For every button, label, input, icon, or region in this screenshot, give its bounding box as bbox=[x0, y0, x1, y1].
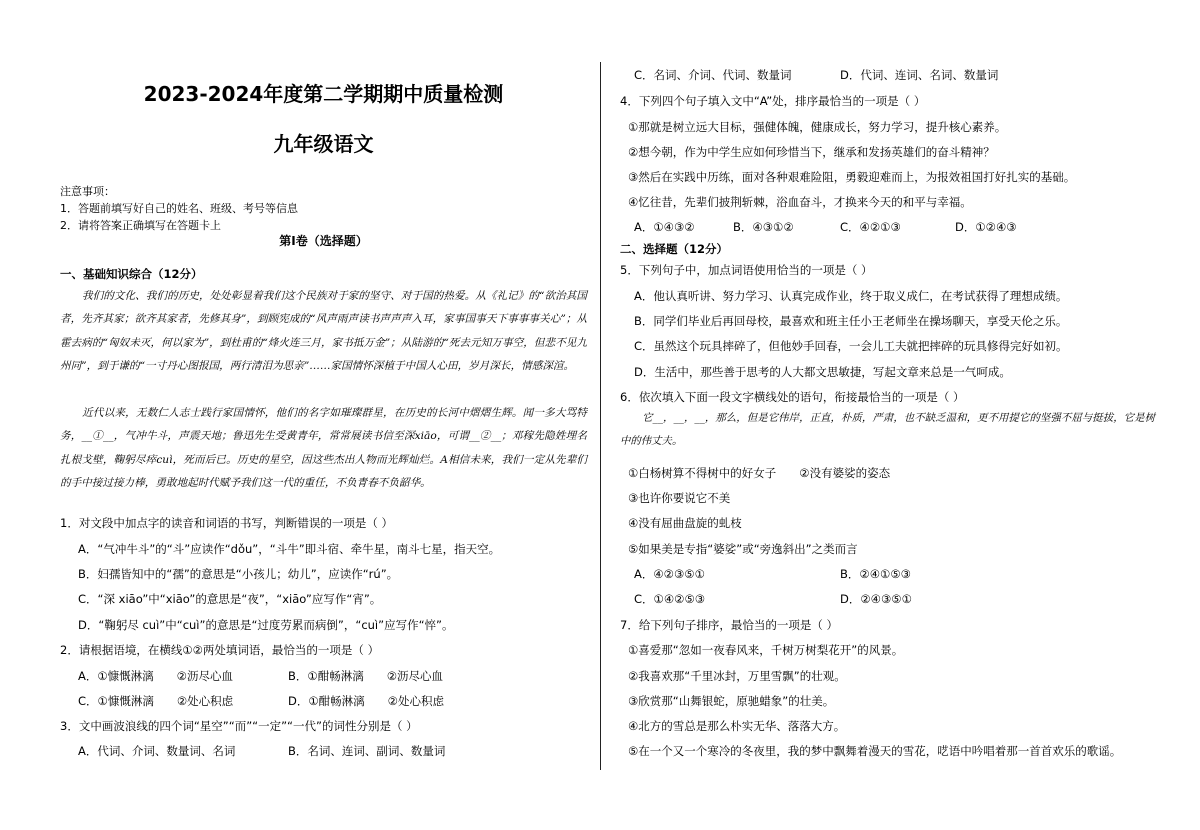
q5-stem: 5．下列句子中，加点词语使用恰当的一项是（ ） bbox=[620, 263, 873, 277]
q6-line-3: ④没有屈曲盘旋的虬枝 bbox=[628, 516, 742, 530]
q6-option-b: B．②④①⑤③ bbox=[840, 567, 911, 581]
q6-line-1: ①白杨树算不得树中的好女子 ②没有婆娑的姿态 bbox=[628, 466, 891, 480]
exam-subtitle: 九年级语文 bbox=[273, 132, 374, 156]
notice-item-2: 2．请将答案正确填写在答题卡上 bbox=[60, 219, 221, 232]
q4-option-b: B．④③①② bbox=[733, 220, 794, 234]
q3-stem: 3．文中画波浪线的四个词“星空”“而”“一定”“一代”的词性分别是（ ） bbox=[60, 719, 418, 733]
q6-line-2: ③也许你要说它不美 bbox=[628, 491, 731, 505]
q4-line-1: ①那就是树立远大目标，强健体魄，健康成长，努力学习，提升核心素养。 bbox=[628, 120, 1007, 134]
q4-option-a: A．①④③② bbox=[634, 220, 695, 234]
q7-stem: 7．给下列句子排序，最恰当的一项是（ ） bbox=[620, 618, 838, 632]
q1-option-d: D．“鞠躬尽 cuì”中“cuì”的意思是“过度劳累而病倒”，“cuì”应写作“悴”。 bbox=[78, 618, 454, 632]
q7-line-4: ④北方的雪总是那么朴实无华、落落大方。 bbox=[628, 719, 846, 733]
q4-line-2: ②想今朝，作为中学生应如何珍惜当下，继承和发扬英雄们的奋斗精神？ bbox=[628, 145, 995, 159]
q4-stem: 4．下列四个句子填入文中“A”处，排序最恰当的一项是（ ） bbox=[620, 94, 926, 108]
q3-option-c: C．名词、介词、代词、数量词 bbox=[634, 68, 792, 82]
q5-option-d: D．生活中，那些善于思考的人大都文思敏捷，写起文章来总是一气呵成。 bbox=[634, 365, 1011, 379]
passage-paragraph-2 bbox=[60, 402, 587, 496]
q2-option-d: D．①酣畅淋漓 ②处心积虑 bbox=[288, 694, 444, 708]
q5-option-c: C．虽然这个玩具摔碎了，但他妙手回春，一会儿工夫就把摔碎的玩具修得完好如初。 bbox=[634, 339, 1068, 353]
q6-passage-text: 它__，__，__，那么，但是它伟岸，正直，朴质，严肃，也不缺乏温和，更不用提它的坚强不屈与挺拔，它是树中的伟丈夫。 bbox=[620, 412, 1155, 447]
passage-paragraph-1 bbox=[60, 285, 587, 379]
q5-option-a: A．他认真听讲、努力学习、认真完成作业，终于取义成仁，在考试获得了理想成绩。 bbox=[634, 289, 1068, 303]
column-divider bbox=[600, 62, 601, 770]
q1-option-a: A．“气冲牛斗”的“斗”应读作“dǒu”，“斗牛”即斗宿、牵牛星，南斗七星，指天空。 bbox=[78, 542, 501, 556]
q4-option-c: C．④②①③ bbox=[840, 220, 901, 234]
q1-option-c: C．“深 xiāo”中“xiāo”的意思是“夜”，“xiāo”应写作“宵”。 bbox=[78, 592, 382, 606]
q7-line-2: ②我喜欢那“千里冰封，万里雪飘”的壮观。 bbox=[628, 669, 846, 683]
volume-title: 第Ⅰ卷（选择题） bbox=[279, 234, 368, 248]
notice-heading: 注意事项： bbox=[60, 185, 115, 198]
q3-option-a: A．代词、介词、数量词、名词 bbox=[78, 744, 236, 758]
notice-item-1: 1．答题前填写好自己的姓名、班级、考号等信息 bbox=[60, 202, 298, 215]
q2-stem: 2．请根据语境，在横线①②两处填词语，最恰当的一项是（ ） bbox=[60, 643, 380, 657]
q6-passage bbox=[620, 407, 1155, 453]
q5-option-b: B．同学们毕业后再回母校，最喜欢和班主任小王老师坐在操场聊天，享受天伦之乐。 bbox=[634, 314, 1068, 328]
q3-option-d: D．代词、连词、名词、数量词 bbox=[840, 68, 999, 82]
q4-line-3: ③然后在实践中历练，面对各种艰难险阻，勇毅迎难而上，为报效祖国打好扎实的基础。 bbox=[628, 170, 1076, 184]
q6-option-d: D．②④③⑤① bbox=[840, 592, 912, 606]
q7-line-5: ⑤在一个又一个寒冷的冬夜里，我的梦中飘舞着漫天的雪花，呓语中吟唱着那一首首欢乐的歌谣。 bbox=[628, 744, 1122, 758]
q6-line-4: ⑤如果美是专指“婆娑”或“旁逸斜出”之类而言 bbox=[628, 542, 858, 556]
passage-p2-text: 近代以来，无数仁人志士践行家国情怀，他们的名字如璀璨群星，在历史的长河中熠熠生辉。闻一多大骂特务，__①__，气冲牛斗，声震天地；鲁迅先生受黄青年，常常展读书信至深xiāo，可谓__②__；邓稼先隐姓埋名扎根戈壁，鞠躬尽瘁cuì，死而后已。历史的星空，因这些杰出人物而光辉灿烂。A相信未来，我们一定从先辈们的手中接过接力棒，勇敢地起时代赋予我们这一代的重任，不负青春不负韶华。 bbox=[60, 407, 587, 490]
q2-option-c: C．①慷慨淋漓 ②处心积虑 bbox=[78, 694, 234, 708]
q1-stem: 1．对文段中加点字的读音和词语的书写，判断错误的一项是（ ） bbox=[60, 516, 393, 530]
q1-option-b: B．妇孺皆知中的“孺”的意思是“小孩儿；幼儿”，应读作“rú”。 bbox=[78, 567, 399, 581]
q3-option-b: B．名词、连词、副词、数量词 bbox=[288, 744, 446, 758]
passage-p1-text: 我们的文化、我们的历史，处处彰显着我们这个民族对于家的坚守、对于国的热爱。从《礼记》的“欲治其国者，先齐其家；欲齐其家者，先修其身”，到顾宪成的“风声雨声读书声声声入耳，家事国事天下事事事关心”；从霍去病的“匈奴未灭，何以家为”，到杜甫的“烽火连三月，家书抵万金”；从陆游的“死去元知万事空，但悲不见九州同”，到于谦的“一寸丹心图报国，两行清泪为思亲”……家国情怀深植于中国人心田，岁月深长，情感深渲。 bbox=[60, 290, 587, 373]
q4-option-d: D．①②④③ bbox=[955, 220, 1017, 234]
exam-title: 2023-2024年度第二学期期中质量检测 bbox=[143, 82, 504, 106]
q6-option-c: C．①④②⑤③ bbox=[634, 592, 706, 606]
q7-line-1: ①喜爱那“忽如一夜春风来，千树万树梨花开”的风景。 bbox=[628, 643, 904, 657]
section2-title: 二、选择题（12分） bbox=[620, 242, 729, 256]
q7-line-3: ③欣赏那“山舞银蛇，原驰蜡象”的壮美。 bbox=[628, 694, 835, 708]
q4-line-4: ④忆往昔，先辈们披荆斩棘，浴血奋斗，才换来今天的和平与幸福。 bbox=[628, 195, 972, 209]
q6-option-a: A．④②③⑤① bbox=[634, 567, 705, 581]
section1-title: 一、基础知识综合（12分） bbox=[60, 267, 203, 281]
q2-option-b: B．①酣畅淋漓 ②沥尽心血 bbox=[288, 669, 444, 683]
q2-option-a: A．①慷慨淋漓 ②沥尽心血 bbox=[78, 669, 233, 683]
q6-stem: 6．依次填入下面一段文字横线处的语句，衔接最恰当的一项是（ ） bbox=[620, 390, 965, 404]
